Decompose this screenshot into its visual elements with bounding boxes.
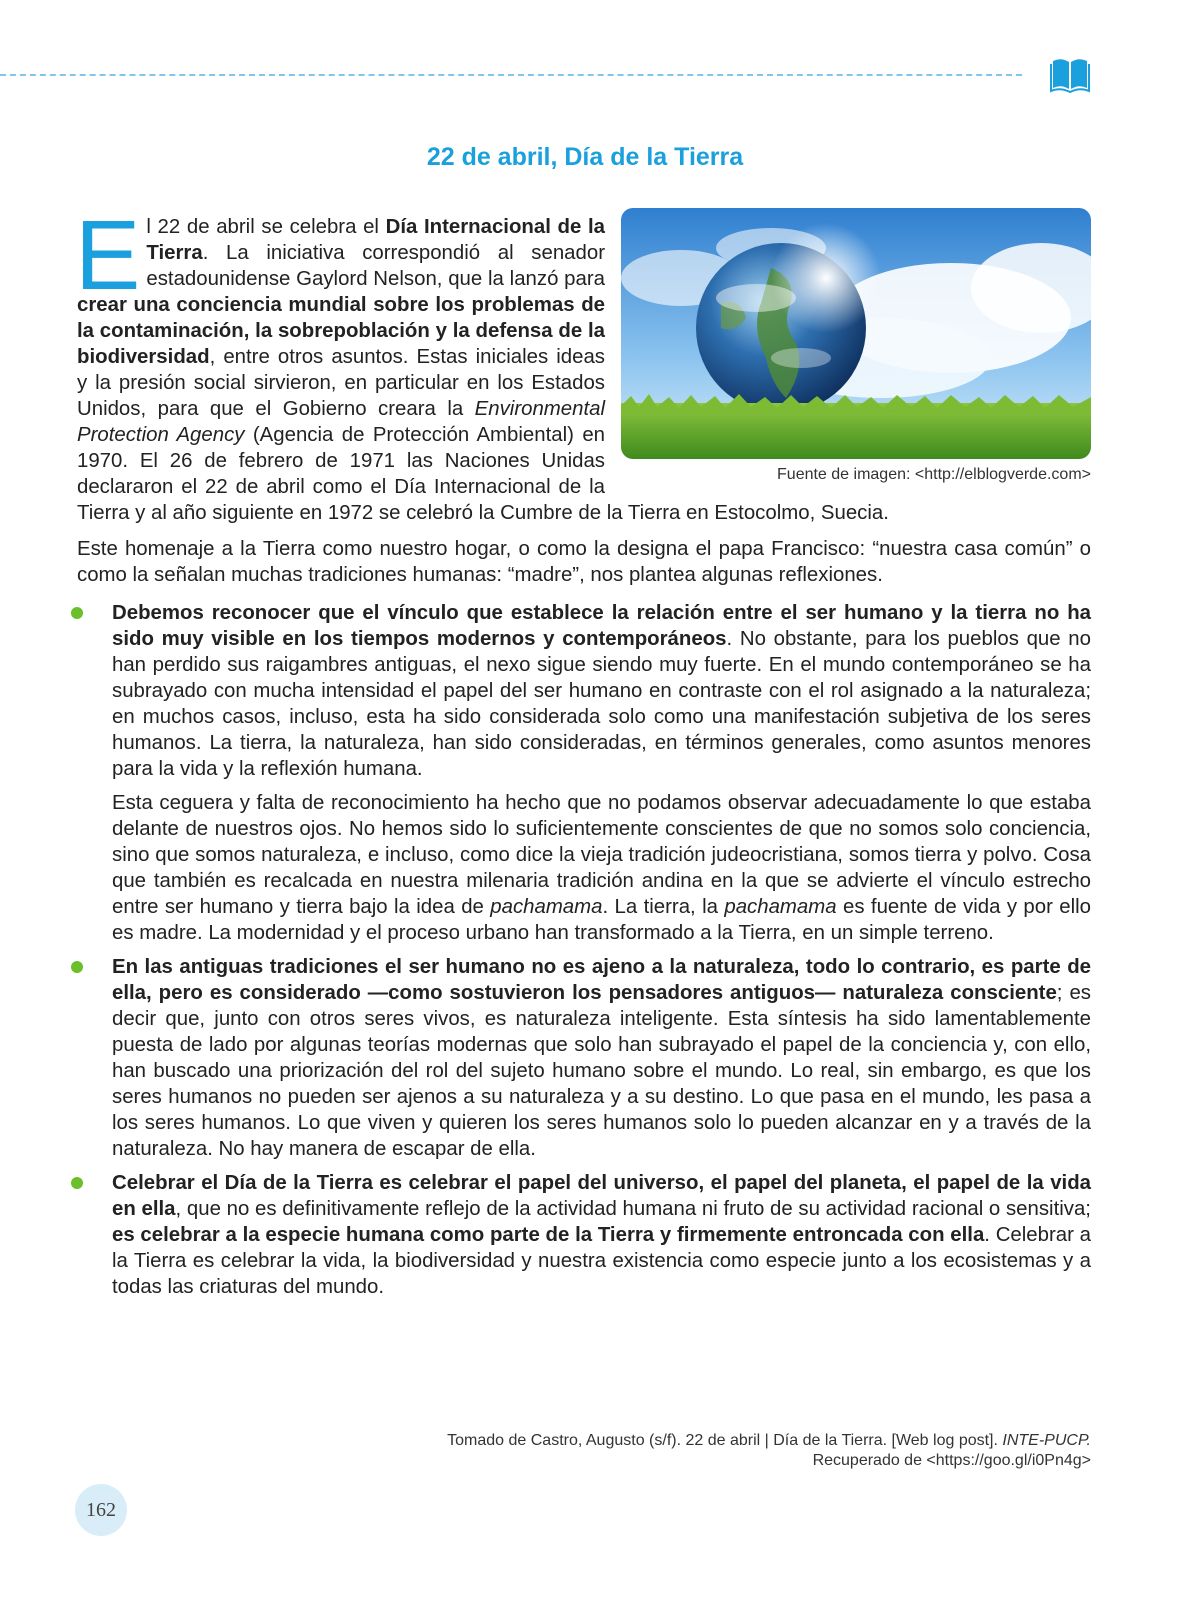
- source-citation: Tomado de Castro, Augusto (s/f). 22 de abril | Día de la Tierra. [Web log post]. INTE-PUCP. Recuperado de <https://goo.gl/i0Pn4g>: [447, 1432, 1091, 1469]
- intro-paragraph-2: Este homenaje a la Tierra como nuestro hogar, o como la designa el papa Francisco: “nuestra casa común” o como la señalan muchas tradiciones humanas: “madre”, nos plantea algunas reflexiones.: [77, 538, 1091, 586]
- open-book-icon: [1050, 55, 1090, 93]
- bullet-dot: [71, 1177, 83, 1189]
- page-title: 22 de abril, Día de la Tierra: [426, 143, 744, 171]
- image-caption: Fuente de imagen: <http://elblogverde.com>: [777, 466, 1091, 483]
- earth-photo: [621, 208, 1091, 459]
- list-item: En las antiguas tradiciones el ser humano no es ajeno a la naturaleza, todo lo contrario, es parte de ella, pero es considerado —como sostuvieron los pensadores antiguos— naturaleza consciente; es decir que, junto con otros seres vivos, es naturaleza inteligente. Esta síntesis ha sido lamentablemente puesta de lado por algunas teorías modernas que solo han subrayado el papel de la conciencia y, con ello, han buscado una priorización del rol del sujeto humano sobre el mundo. Lo real, sin embargo, es que los seres humanos no pueden ser ajenos a su naturaleza y a su destino. Lo que pasa en el mundo, les pasa a los seres humanos. Lo que viven y quieren los seres humanos solo lo pueden alcanzar en y a través de la naturaleza. No hay manera de escapar de ella.: [77, 954, 1091, 1162]
- list-item: Debemos reconocer que el vínculo que establece la relación entre el ser humano y la tierra no ha sido muy visible en los tiempos modernos y contemporáneos. No obstante, para los pueblos que no han perdido sus raigambres antiguas, el nexo sigue siendo muy fuerte. En el mundo contemporáneo se ha subrayado con mucha intensidad el papel del ser humano en contraste con el rol asignado a la naturaleza; en muchos casos, incluso, esta ha sido considerada solo como una manifestación subjetiva de los seres humanos. La tierra, la naturaleza, han sido consideradas, en términos generales, como asuntos menores para la vida y la reflexión humana. Esta ceguera y falta de reconocimiento ha hecho que no podamos observar adecuadamente lo que estaba delante de nuestros ojos. No hemos sido lo suficientemente conscientes de que no somos solo conciencia, sino que somos naturaleza, e incluso, como dice la vieja tradición judeocristiana, somos tierra y polvo. Cosa que también es recalcada en nuestra milenaria tradición andina en la que se advierte el vínculo estrecho entre ser humano y tierra bajo la idea de pachamama. La tierra, la pachamama es fuente de vida y por ello es madre. La modernidad y el proceso urbano han transformado a la Tierra, en un simple terreno.: [77, 600, 1091, 946]
- bullet-dot: [71, 607, 83, 619]
- page-number: 162: [75, 1484, 127, 1536]
- reflection-list: [77, 600, 1091, 1300]
- earth-figure: [621, 208, 1091, 485]
- intro-paragraph: El 22 de abril se celebra el Día Internacional de la Tierra. La iniciativa correspondió al senador estadounidense Gaylord Nelson, que la lanzó para crear una conciencia mundial sobre los problemas de la contaminación, la sobrepoblación y la defensa de la biodiversidad, entre otros asuntos. Estas iniciales ideas y la presión social sirvieron, en particular en los Estados Unidos, para que el Gobierno creara la Environmental Protection Agency (Agencia de Protección Ambiental) en 1970. El 26 de febrero de 1971 las Naciones Unidas declararon el 22 de abril como el Día Internacional de la Tierra y al año siguiente en 1972 se celebró la Cumbre de la Tierra en Estocolmo, Suecia.: [75, 200, 889, 524]
- header-dashed-rule: [0, 74, 1022, 76]
- bullet-dot: [71, 961, 83, 973]
- article-body: [75, 200, 1092, 1308]
- list-item-subparagraph: Esta ceguera y falta de reconocimiento ha hecho que no podamos observar adecuadamente lo que estaba delante de nuestros ojos. No hemos sido lo suficientemente conscientes de que no somos solo conciencia, sino que somos naturaleza, e incluso, como dice la vieja tradición judeocristiana, somos tierra y polvo. Cosa que también es recalcada en nuestra milenaria tradición andina en la que se advierte el vínculo estrecho entre ser humano y tierra bajo la idea de pachamama. La tierra, la pachamama es fuente de vida y por ello es madre. La modernidad y el proceso urbano han transformado a la Tierra, en un simple terreno.: [112, 792, 1092, 944]
- list-item: Celebrar el Día de la Tierra es celebrar el papel del universo, el papel del planeta, el papel de la vida en ella, que no es definitivamente reflejo de la actividad humana ni fruto de su actividad racional o sensitiva; es celebrar a la especie humana como parte de la Tierra y firmemente entroncada con ella. Celebrar a la Tierra es celebrar la vida, la biodiversidad y nuestra existencia como especie junto a los ecosistemas y a todas las criaturas del mundo.: [77, 1170, 1091, 1300]
- drop-cap: E: [75, 200, 141, 310]
